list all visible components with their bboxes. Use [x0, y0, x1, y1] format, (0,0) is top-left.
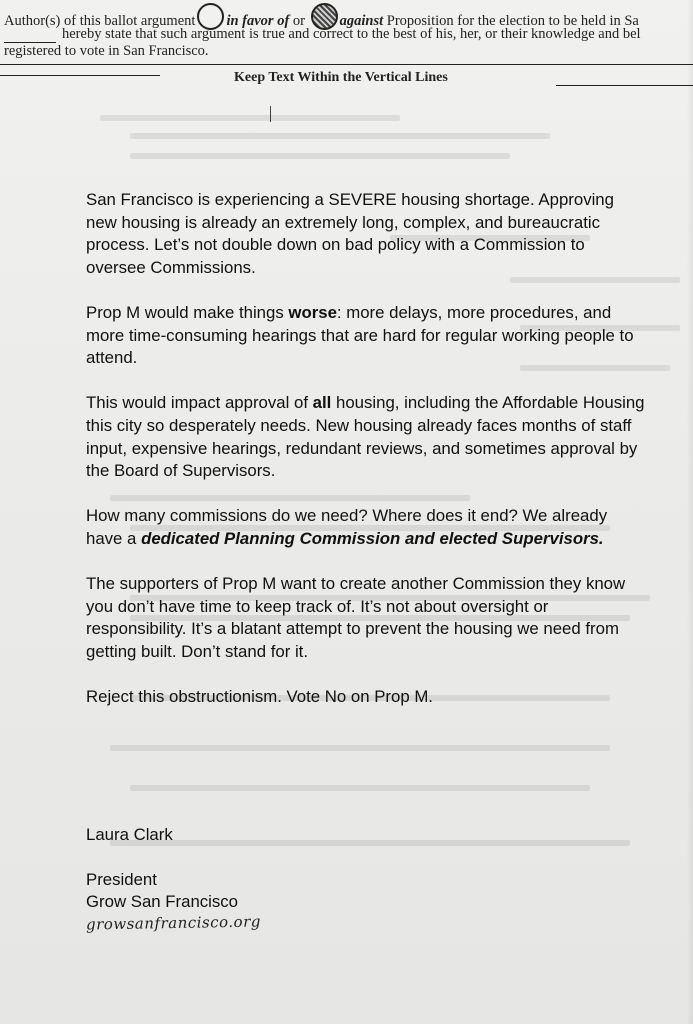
paragraph-2: Prop M would make things worse: more delays, more procedures, and more time-consuming hearings that are hard for regular working people to attend. — [86, 302, 634, 368]
paragraph-4: How many commissions do we need? Where does it end? We already have a dedicated Planning Commission and elected Supervisors. — [86, 506, 608, 548]
signer-title: President — [86, 870, 157, 889]
paragraph-5: The supporters of Prop M want to create another Commission they know you don’t have time to keep track of. It’s not about oversight or responsibility. It’s a blatant attempt to prevent the housing we need from getting built. Don’t stand for it. — [86, 574, 626, 661]
handwritten-url: growsanfrancisco.org — [85, 912, 262, 934]
header-line-2: hereby state that such argument is true and correct to the best of his, her, or their knowledge and bel — [4, 25, 641, 43]
page-edge-shadow — [687, 0, 693, 1024]
in-favor-label: in favor of — [226, 13, 290, 29]
keep-text-instruction: Keep Text Within the Vertical Lines — [234, 70, 448, 85]
signer-organization: Grow San Francisco — [86, 892, 239, 911]
right-rule — [556, 85, 693, 86]
argument-body — [86, 189, 646, 731]
signer-name: Laura Clark — [86, 825, 173, 844]
header-divider — [0, 64, 693, 65]
paragraph-1: San Francisco is experiencing a SEVERE housing shortage. Approving new housing is already an extremely long, complex, and bureaucratic process. Let’s not double down on bad policy with a Commission to oversee Commissions. — [86, 190, 614, 277]
paragraph-3: This would impact approval of all housing, including the Affordable Housing this city so desperately needs. New housing already faces months of staff input, expensive hearings, redundant reviews, and sometimes approval by the Board of Supervisors. — [86, 393, 645, 481]
header-line-3: registered to vote in San Francisco. — [4, 43, 209, 59]
pen-mark — [270, 106, 271, 122]
or-label: or — [292, 13, 305, 29]
proposition-label: Proposition for the election to be held in Sa — [386, 13, 639, 29]
left-rule — [0, 75, 160, 76]
against-label: against — [339, 13, 384, 29]
paragraph-6: Reject this obstructionism. Vote No on Prop M. — [86, 687, 433, 707]
author-label: Author(s) of this ballot argument — [4, 13, 196, 29]
